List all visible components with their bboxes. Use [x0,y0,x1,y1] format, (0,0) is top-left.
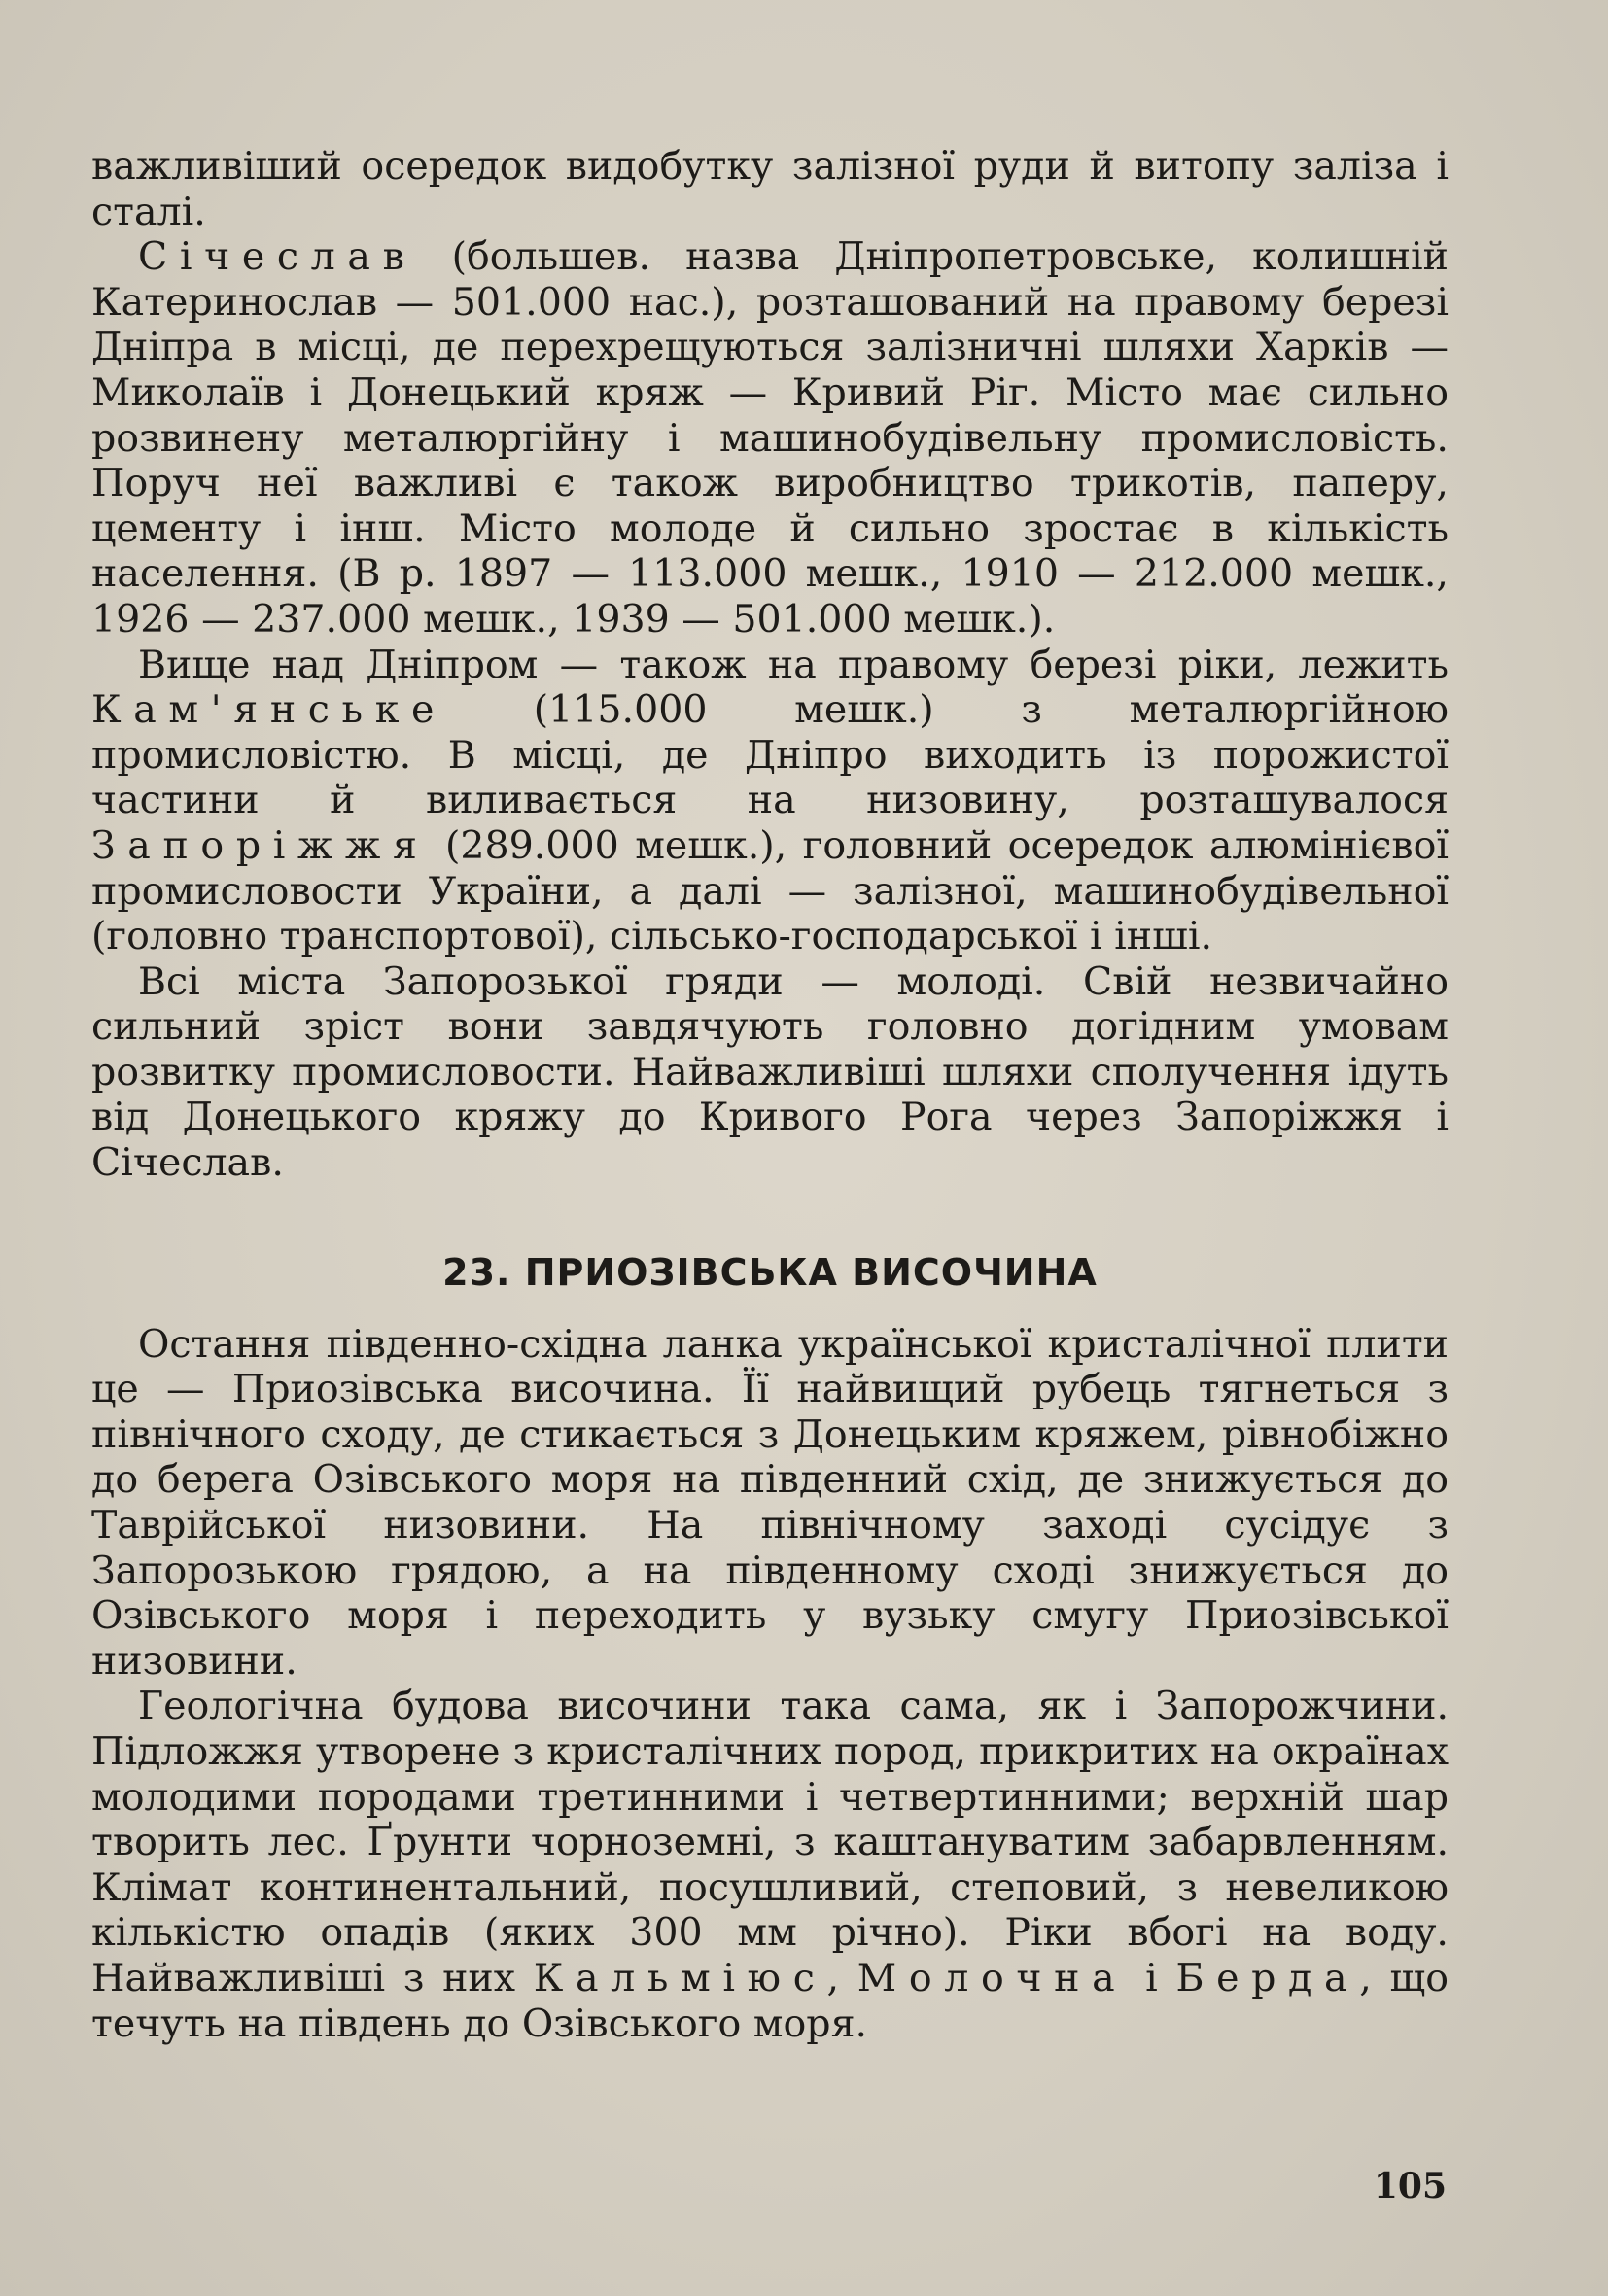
page-number: 105 [1373,2166,1447,2207]
paragraph-text: Вище над Дніпром — також на правому березі ріки, лежить [138,642,1449,687]
paragraph-text: (289.000 мешк.), головний осередок алюмінієвої промисловости України, а далі — залізної, машинобудівельної (головно транспортової), сільсько-господарської і інші. [91,822,1449,959]
paragraph-text: , що течуть на південь до Озівського моря. [91,1955,1449,2046]
paragraph-text: (115.000 мешк.) з металюргійною промисловістю. В місці, де Дніпро виходить із порожистої частини й виливається на низовину, розташувалося [91,687,1449,823]
paragraph-text: (большев. назва Дніпропетровське, колишній Катеринослав — 501.000 нас.), розташований на правому березі Дніпра в місці, де перехрещуються залізничні шляхи Харків — Миколаїв і Донецький кряж — Кривий Ріг. Місто має сильно розвинену металюргійну і машинобудівельну промисловість. Поруч неї важливі є також виробництво трикотів, паперу, цементу і інш. Місто молоде й сильно зростає в кількість населення. (В р. 1897 — 113.000 мешк., 1910 — 212.000 мешк., 1926 — 237.000 мешк., 1939 — 501.000 мешк.). [91,234,1449,642]
paragraph-kamianske [91,643,1449,959]
spaced-term: Січеслав [138,234,417,280]
spaced-term: Молочна [856,1955,1128,2000]
paragraph-text: Всі міста Запорозької гряди — молоді. Свій незвичайно сильний зріст вони завдячують головно догідним умовам розвитку промисловости. Найважливіші шляхи сполучення ідуть від Донецького кряжу до Кривого Рога через Запоріжжя і Січеслав. [91,958,1449,1186]
spaced-term: Берда [1175,1955,1360,2000]
page-text [91,144,1449,2046]
paragraph-text: , [826,1955,857,2000]
paragraph-upland [91,1322,1449,1685]
paragraph-continuation [91,144,1449,234]
paragraph-text: Геологічна будова височини така сама, як і Запорожчини. Підложжя утворене з кристалічних пород, прикритих на окраїнах молодими породами третинними і четвертинними; верхній шар творить лес. Ґрунти чорноземні, з каштануватим забарвленням. Клімат континентальний, посушливий, степовий, з невеликою кількістю опадів (яких 300 мм річно). Ріки вбогі на воду. Найважливіші з них [91,1684,1449,2000]
paragraph-geology [91,1684,1449,2046]
spaced-term: Запоріжжя [91,822,430,868]
spaced-term: Кам'янське [91,687,447,733]
paragraph-sicheslav [91,234,1449,642]
paragraph-text: важливіший осередок видобутку залізної руди й витопу заліза і сталі. [91,144,1449,234]
spaced-term: Кальміюс [533,1955,827,2000]
section-heading: 23. ПРИОЗІВСЬКА ВИСОЧИНА [442,1250,1098,1294]
paragraph-text: і [1127,1955,1176,2000]
paragraph-cities [91,959,1449,1186]
paragraph-text: Остання південно-східна ланка української кристалічної плити це — Приозівська височина. Її найвищий рубець тягнеться з північного сходу, де стикається з Донецьким кряжем, рівнобіжно до берега Озівського моря на південний схід, де знижується до Таврійської низовини. На північному заході сусідує з Запорозькою грядою, а на південному сході знижується до Озівського моря і переходить у вузьку смугу Приозівської низовини. [91,1321,1449,1684]
